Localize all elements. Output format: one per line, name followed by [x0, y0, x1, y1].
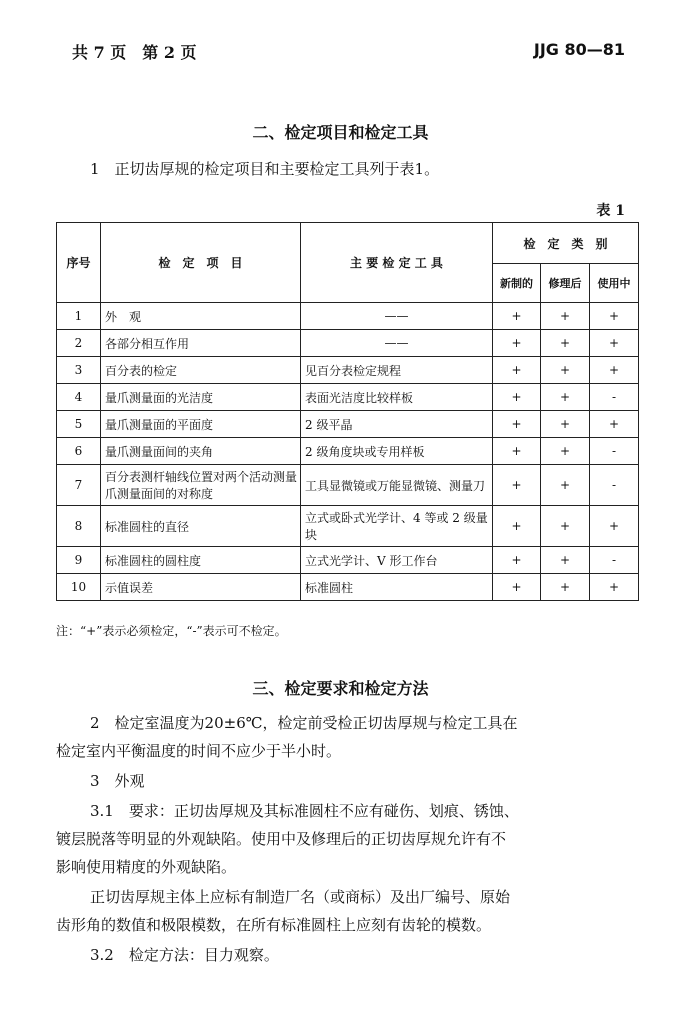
table-row — [57, 465, 639, 506]
row-item: 标准圆柱的圆柱度 — [101, 547, 301, 574]
row-no: 9 — [57, 547, 101, 574]
table-row — [57, 574, 639, 601]
row-no: 4 — [57, 384, 101, 411]
row-item: 标准圆柱的直径 — [101, 506, 301, 547]
standard-code: JJG 80—81 — [533, 40, 625, 59]
table-row — [57, 506, 639, 547]
table-caption: 表 1 — [596, 203, 625, 219]
table-row — [57, 384, 639, 411]
paragraph-31-line-3: 影响使用精度的外观缺陷。 — [56, 858, 237, 876]
table-row — [57, 330, 639, 357]
row-repaired: + — [541, 574, 590, 601]
paragraph-3-heading: 3 外观 — [90, 772, 145, 790]
row-new: + — [493, 465, 541, 506]
paragraph-31b-line-2: 齿形角的数值和极限模数，在所有标准圆柱上应刻有齿轮的模数。 — [56, 916, 492, 934]
paragraph-32: 3.2 检定方法：目力观察。 — [90, 946, 279, 964]
row-new: + — [493, 357, 541, 384]
row-in-use: - — [590, 465, 639, 506]
header-repaired: 修理后 — [541, 264, 590, 303]
table-row — [57, 357, 639, 384]
row-new: + — [493, 330, 541, 357]
row-tool: 2 级平晶 — [301, 411, 493, 438]
paragraph-31-line-1: 3.1 要求：正切齿厚规及其标准圆柱不应有碰伤、划痕、锈蚀、 — [90, 802, 519, 820]
table-row — [57, 547, 639, 574]
row-repaired: + — [541, 438, 590, 465]
row-item: 各部分相互作用 — [101, 330, 301, 357]
inspection-table — [56, 222, 639, 601]
row-new: + — [493, 411, 541, 438]
row-in-use: - — [590, 438, 639, 465]
paragraph-2-line-1: 2 检定室温度为20±6℃，检定前受检正切齿厚规与检定工具在 — [90, 714, 518, 732]
row-tool: 2 级角度块或专用样板 — [301, 438, 493, 465]
row-no: 3 — [57, 357, 101, 384]
row-in-use: + — [590, 303, 639, 330]
row-repaired: + — [541, 303, 590, 330]
row-new: + — [493, 506, 541, 547]
row-new: + — [493, 574, 541, 601]
header-item: 检 定 项 目 — [101, 223, 301, 303]
row-repaired: + — [541, 384, 590, 411]
row-no: 8 — [57, 506, 101, 547]
row-in-use: - — [590, 384, 639, 411]
table-row — [57, 411, 639, 438]
page-number: 共 7 页 第 2 页 — [72, 43, 197, 62]
row-tool: 见百分表检定规程 — [301, 357, 493, 384]
row-no: 7 — [57, 465, 101, 506]
row-tool: 标准圆柱 — [301, 574, 493, 601]
row-item: 示值误差 — [101, 574, 301, 601]
row-in-use: + — [590, 357, 639, 384]
row-no: 5 — [57, 411, 101, 438]
row-in-use: - — [590, 547, 639, 574]
row-item: 量爪测量面间的夹角 — [101, 438, 301, 465]
row-tool: 工具显微镜或万能显微镜、测量刀 — [301, 465, 493, 506]
page-header — [72, 40, 625, 64]
row-no: 10 — [57, 574, 101, 601]
row-repaired: + — [541, 411, 590, 438]
row-new: + — [493, 303, 541, 330]
row-repaired: + — [541, 506, 590, 547]
row-new: + — [493, 438, 541, 465]
paragraph-31b-line-1: 正切齿厚规主体上应标有制造厂名（或商标）及出厂编号、原始 — [90, 888, 511, 906]
header-in-use: 使用中 — [590, 264, 639, 303]
header-category: 检 定 类 别 — [493, 223, 639, 264]
row-tool: —— — [301, 330, 493, 357]
row-repaired: + — [541, 330, 590, 357]
header-new: 新制的 — [493, 264, 541, 303]
row-item: 量爪测量面的光洁度 — [101, 384, 301, 411]
table-row — [57, 303, 639, 330]
row-repaired: + — [541, 357, 590, 384]
header-tool: 主 要 检 定 工 具 — [301, 223, 493, 303]
row-in-use: + — [590, 411, 639, 438]
row-in-use: + — [590, 330, 639, 357]
row-no: 2 — [57, 330, 101, 357]
table-note: 注：“+”表示必须检定，“-”表示可不检定。 — [56, 624, 287, 638]
header-no: 序号 — [57, 223, 101, 303]
row-item: 百分表的检定 — [101, 357, 301, 384]
row-item: 百分表测杆轴线位置对两个活动测量爪测量面间的对称度 — [101, 465, 301, 506]
row-new: + — [493, 384, 541, 411]
section-2-title: 二、检定项目和检定工具 — [252, 123, 429, 142]
row-repaired: + — [541, 465, 590, 506]
section-2-intro: 1 正切齿厚规的检定项目和主要检定工具列于表1。 — [90, 160, 440, 178]
row-no: 1 — [57, 303, 101, 330]
row-tool: 立式光学计、V 形工作台 — [301, 547, 493, 574]
row-in-use: + — [590, 574, 639, 601]
paragraph-2-line-2: 检定室内平衡温度的时间不应少于半小时。 — [56, 742, 342, 760]
row-item: 外 观 — [101, 303, 301, 330]
table-row — [57, 438, 639, 465]
row-no: 6 — [57, 438, 101, 465]
row-tool: 表面光洁度比较样板 — [301, 384, 493, 411]
row-tool: —— — [301, 303, 493, 330]
row-in-use: + — [590, 506, 639, 547]
row-repaired: + — [541, 547, 590, 574]
section-3-title: 三、检定要求和检定方法 — [252, 679, 429, 698]
row-tool: 立式或卧式光学计、4 等或 2 级量块 — [301, 506, 493, 547]
row-new: + — [493, 547, 541, 574]
paragraph-31-line-2: 镀层脱落等明显的外观缺陷。使用中及修理后的正切齿厚规允许有不 — [56, 830, 507, 848]
row-item: 量爪测量面的平面度 — [101, 411, 301, 438]
